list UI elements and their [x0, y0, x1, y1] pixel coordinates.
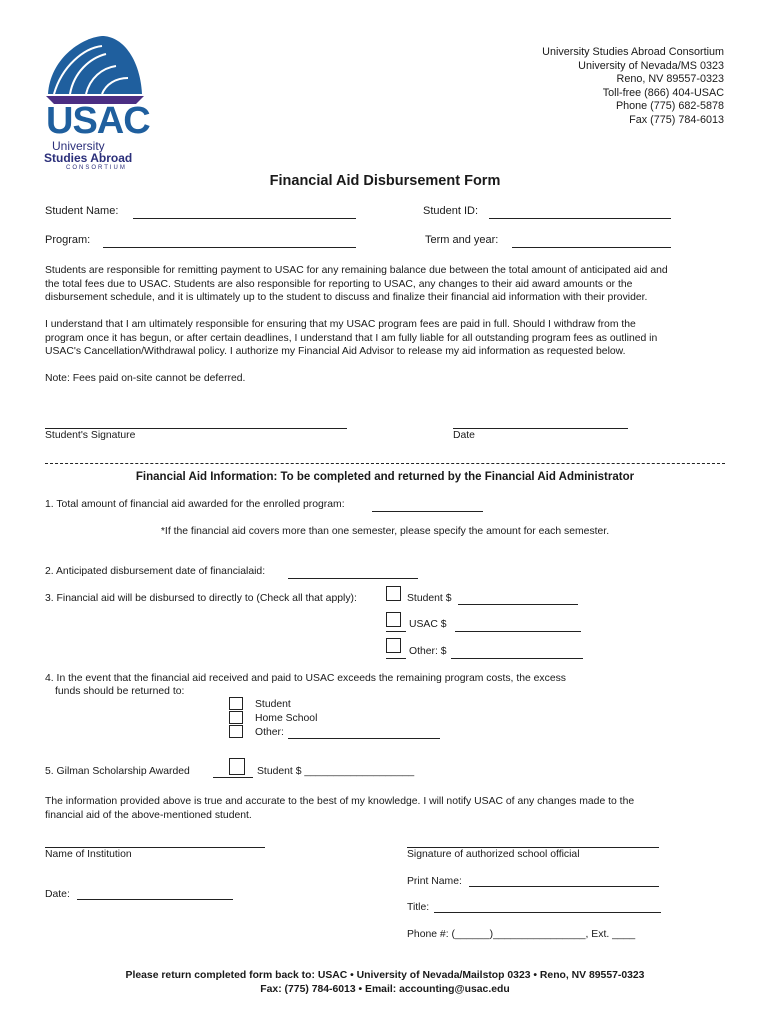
checkbox-return-home-school[interactable] — [229, 711, 243, 724]
date-field[interactable] — [77, 899, 233, 900]
checkbox-student[interactable] — [386, 586, 401, 601]
return-other-field[interactable] — [288, 738, 440, 739]
program-label: Program: — [45, 234, 91, 246]
address-line: Toll-free (866) 404-USAC — [602, 86, 724, 99]
option-usac-label: USAC $ — [409, 619, 447, 630]
checkbox-underline — [386, 631, 406, 632]
student-name-field[interactable] — [133, 218, 356, 219]
signature-date-label: Date — [453, 430, 475, 441]
return-home-school-label: Home School — [255, 713, 318, 724]
checkbox-return-other[interactable] — [229, 725, 243, 738]
address-line: University Studies Abroad Consortium — [542, 46, 724, 58]
student-id-label: Student ID: — [423, 205, 479, 217]
student-signature-label: Student's Signature — [45, 430, 136, 441]
paragraph-line: the total fees due to USAC. Students are also responsible for reporting to USAC, any changes to their aid award amounts or the — [45, 278, 633, 290]
official-signature-label: Signature of authorized school official — [407, 849, 580, 860]
paragraph-line: disbursement schedule, and it is ultimately up to the student to discuss and finalize their financial aid information with their provider. — [45, 292, 648, 304]
paragraph-line: The information provided above is true and accurate to the best of my knowledge. I will notify USAC of any changes made to the — [45, 796, 635, 807]
logo-line2: Studies Abroad — [44, 151, 133, 165]
question-1-note: *If the financial aid covers more than one semester, please specify the amount for each semester. — [160, 526, 610, 537]
address-line: Phone (775) 682-5878 — [615, 100, 724, 113]
gilman-student-label: Student $ ___________________ — [257, 766, 415, 777]
option-student-label: Student $ — [407, 593, 452, 604]
term-year-label: Term and year: — [425, 234, 499, 246]
student-signature-field[interactable] — [45, 428, 347, 429]
paragraph-line: Students are responsible for remitting payment to USAC for any remaining balance due between the total amount of anticipated aid and — [45, 265, 668, 276]
title-label: Title: — [407, 902, 430, 913]
institution-name-field[interactable] — [45, 847, 265, 848]
phone-field[interactable]: Phone #: (______)________________, Ext. ____ — [407, 929, 636, 940]
checkbox-return-student[interactable] — [229, 697, 243, 710]
logo-line3: CONSORTIUM — [66, 165, 127, 171]
return-student-label: Student — [255, 699, 291, 710]
date-label: Date: — [45, 889, 70, 900]
student-amount-field[interactable] — [458, 604, 578, 605]
checkbox-other[interactable] — [386, 638, 401, 653]
footer — [0, 969, 770, 996]
paragraph-line: I understand that I am ultimately responsible for ensuring that my USAC program fees are paid in full. Should I withdraw from the — [45, 319, 636, 330]
total-aid-field[interactable] — [372, 511, 483, 512]
section-divider — [45, 463, 725, 464]
address-line: Fax (775) 784-6013 — [629, 113, 724, 126]
question-4-continued: funds should be returned to: — [55, 686, 185, 697]
print-name-field[interactable] — [469, 886, 659, 887]
question-3: 3. Financial aid will be disbursed to directly to (Check all that apply): — [45, 593, 357, 604]
paragraph-line: financial aid of the above-mentioned student. — [45, 809, 252, 821]
official-signature-field[interactable] — [407, 847, 659, 848]
paragraph-line: program once it has begun, or after certain deadlines, I understand that I am fully liable for all outstanding program fees as outlined in — [45, 332, 658, 344]
program-field[interactable] — [103, 247, 356, 248]
footer-line: Please return completed form back to: USAC • University of Nevada/Mailstop 0323 • Reno, NV 89557-0323 — [125, 970, 645, 981]
term-year-field[interactable] — [512, 247, 671, 248]
usac-logo — [40, 32, 150, 172]
institution-name-label: Name of Institution — [45, 849, 132, 860]
checkbox-underline — [213, 777, 253, 778]
usac-amount-field[interactable] — [455, 631, 581, 632]
signature-date-field[interactable] — [453, 428, 628, 429]
question-2: 2. Anticipated disbursement date of financialaid: — [45, 566, 266, 577]
checkbox-underline — [386, 658, 406, 659]
footer-line: Fax: (775) 784-6013 • Email: accounting@usac.edu — [260, 983, 510, 995]
logo-line1: University — [52, 139, 105, 153]
note-text: Note: Fees paid on-site cannot be deferred. — [45, 373, 246, 384]
address-line: Reno, NV 89557-0323 — [616, 73, 724, 86]
question-4: 4. In the event that the financial aid received and paid to USAC exceeds the remaining program costs, the excess — [45, 673, 566, 684]
student-id-field[interactable] — [489, 218, 671, 219]
question-1: 1. Total amount of financial aid awarded for the enrolled program: — [45, 499, 345, 510]
logo-initials: USAC — [46, 100, 150, 142]
responsibility-paragraph — [45, 264, 725, 305]
title-field[interactable] — [434, 912, 661, 913]
checkbox-usac[interactable] — [386, 612, 401, 627]
checkbox-gilman-student[interactable] — [229, 758, 245, 775]
section-heading: Financial Aid Information: To be completed and returned by the Financial Aid Administrator — [135, 471, 635, 483]
address-line: University of Nevada/MS 0323 — [578, 59, 724, 72]
student-name-label: Student Name: — [45, 205, 119, 217]
page-title: Financial Aid Disbursement Form — [269, 173, 501, 189]
acknowledgement-paragraph — [45, 318, 725, 359]
disbursement-date-field[interactable] — [288, 578, 418, 579]
address-block — [542, 46, 724, 128]
other-amount-field[interactable] — [451, 658, 583, 659]
return-other-label: Other: — [255, 727, 284, 738]
question-5: 5. Gilman Scholarship Awarded — [45, 766, 190, 777]
print-name-label: Print Name: — [407, 876, 462, 887]
paragraph-line: USAC's Cancellation/Withdrawal policy. I authorize my Financial Aid Advisor to release my aid information as requested below. — [45, 346, 626, 358]
certification-paragraph — [45, 795, 725, 822]
option-other-label: Other: $ — [409, 646, 447, 657]
